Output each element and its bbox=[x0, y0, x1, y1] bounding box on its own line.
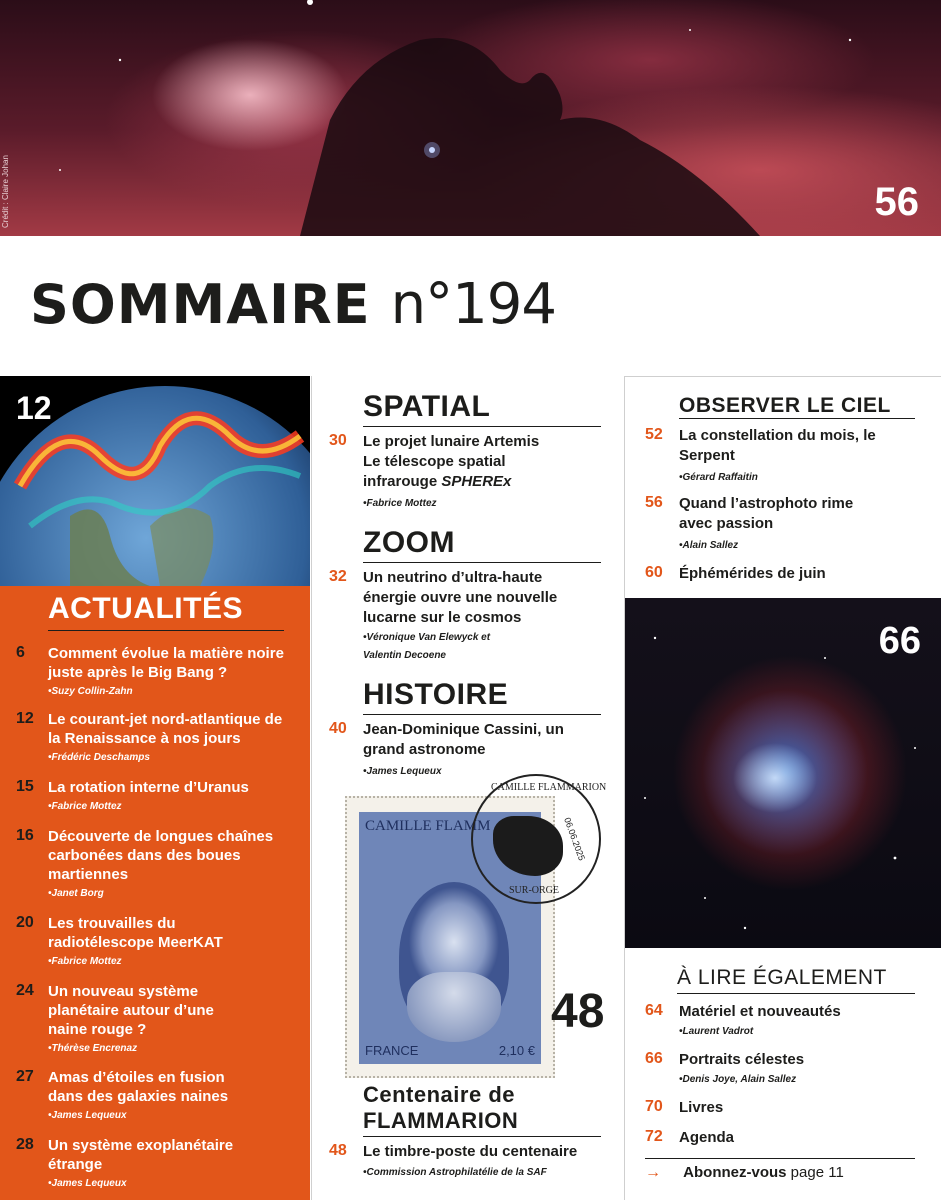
nebula-image-66 bbox=[625, 598, 941, 948]
toc-title: La rotation interne d’Uranus bbox=[48, 779, 249, 796]
toc-author: •Fabrice Mottez bbox=[48, 956, 122, 967]
toc-title: Un neutrino d’ultra-haute énergie ouvre une nouvelle lucarne sur le cosmos bbox=[363, 569, 558, 626]
toc-entry[interactable] bbox=[16, 1068, 301, 1128]
toc-entry[interactable] bbox=[16, 644, 301, 704]
toc-page-number: 32 bbox=[329, 568, 347, 585]
toc-entry[interactable] bbox=[645, 564, 935, 588]
nebula-page-number[interactable]: 66 bbox=[878, 620, 921, 662]
section-title-observer: OBSERVER LE CIEL bbox=[679, 394, 891, 417]
toc-entry[interactable] bbox=[645, 1098, 935, 1122]
toc-entry[interactable] bbox=[16, 914, 301, 974]
toc-title: Quand l’astrophoto rime avec passion bbox=[679, 495, 854, 532]
middle-column bbox=[311, 376, 624, 1200]
toc-page-number: 6 bbox=[16, 644, 25, 661]
toc-author: •Gérard Raffaitin bbox=[679, 472, 758, 483]
cancellation-date: 06.06.2025 bbox=[562, 816, 587, 862]
subscribe-page: page 11 bbox=[786, 1164, 844, 1181]
toc-entry-zoom[interactable] bbox=[329, 568, 614, 668]
stamp-price: 2,10 € bbox=[498, 1043, 535, 1058]
toc-page-number: 64 bbox=[645, 1002, 663, 1019]
toc-title: Amas d’étoiles en fusion dans des galaxies naines bbox=[48, 1069, 229, 1105]
toc-entry[interactable] bbox=[16, 1136, 301, 1196]
cancellation-top-text: CAMILLE FLAMMARION bbox=[491, 782, 607, 793]
left-column bbox=[0, 376, 310, 1200]
toc-title-line: Le télescope spatial bbox=[363, 453, 506, 470]
toc-entry-centenaire[interactable] bbox=[329, 1142, 619, 1186]
toc-entry[interactable] bbox=[645, 494, 935, 554]
toc-title: Agenda bbox=[679, 1129, 735, 1146]
toc-author: •James Lequeux bbox=[48, 1178, 127, 1189]
toc-entry[interactable] bbox=[645, 1002, 935, 1046]
toc-entry[interactable] bbox=[16, 710, 301, 770]
title-main: SOMMAIRE bbox=[30, 273, 371, 336]
toc-entry[interactable] bbox=[645, 1050, 935, 1094]
toc-page-number: 70 bbox=[645, 1098, 663, 1115]
toc-entry[interactable] bbox=[16, 827, 301, 905]
right-column bbox=[625, 376, 941, 1200]
toc-page-number: 16 bbox=[16, 827, 34, 844]
cancellation-illustration bbox=[493, 816, 563, 876]
toc-title: Portraits célestes bbox=[679, 1051, 805, 1068]
toc-title: Un système exoplanétaire étrange bbox=[48, 1137, 234, 1173]
stamp-cancellation-mark bbox=[471, 774, 607, 904]
toc-title: Un nouveau système planétaire autour d’une naine rouge ? bbox=[48, 983, 214, 1038]
section-title-centenaire-2: FLAMMARION bbox=[363, 1108, 519, 1133]
toc-title: Comment évolue la matière noire juste après le Big Bang ? bbox=[48, 645, 284, 681]
toc-title-line bbox=[363, 472, 603, 491]
spatial-rule bbox=[363, 426, 601, 427]
observer-rule bbox=[679, 418, 915, 419]
centenaire-rule bbox=[363, 1136, 601, 1137]
toc-entry[interactable] bbox=[645, 426, 935, 486]
jet-stream-globe-image bbox=[0, 376, 310, 586]
toc-title: Les trouvailles du radiotélescope MeerKAT bbox=[48, 915, 223, 951]
toc-title: Le courant-jet nord-atlantique de la Renaissance à nos jours bbox=[48, 711, 283, 747]
toc-page-number: 24 bbox=[16, 982, 34, 999]
stamp-portrait-beard bbox=[407, 972, 501, 1042]
actualites-panel bbox=[0, 586, 310, 1200]
section-title-zoom: ZOOM bbox=[363, 526, 455, 559]
toc-author: •Laurent Vadrot bbox=[679, 1026, 754, 1037]
photo-credit: Crédit : Claire Johan bbox=[1, 155, 10, 228]
title-issue: n°194 bbox=[390, 272, 557, 337]
toc-entry-spatial[interactable] bbox=[329, 432, 614, 512]
toc-entry-histoire[interactable] bbox=[329, 720, 614, 780]
toc-title-part: infrarouge bbox=[363, 473, 442, 490]
toc-title: La constellation du mois, le Serpent bbox=[679, 427, 876, 464]
toc-author: •James Lequeux bbox=[48, 1110, 127, 1121]
toc-page-number: 40 bbox=[329, 720, 347, 737]
toc-author: •Fabrice Mottez bbox=[363, 498, 437, 509]
toc-page-number: 30 bbox=[329, 432, 347, 449]
toc-author: •Véronique Van Elewyck et bbox=[363, 632, 491, 643]
toc-author: •Fabrice Mottez bbox=[48, 801, 122, 812]
section-title-centenaire-1: Centenaire de bbox=[363, 1082, 515, 1107]
stamp-country: FRANCE bbox=[365, 1043, 419, 1058]
nebula-silhouette bbox=[0, 0, 941, 236]
toc-page-number: 60 bbox=[645, 564, 663, 581]
stamp-page-number[interactable]: 48 bbox=[551, 985, 605, 1038]
toc-author: •James Lequeux bbox=[363, 766, 442, 777]
toc-page-number: 15 bbox=[16, 778, 34, 795]
section-title-lire: À LIRE ÉGALEMENT bbox=[677, 966, 887, 989]
toc-author: •Alain Sallez bbox=[679, 540, 739, 551]
toc-page-number: 52 bbox=[645, 426, 663, 443]
toc-page-number: 48 bbox=[329, 1142, 347, 1159]
subscribe-strong: Abonnez-vous bbox=[683, 1164, 787, 1181]
toc-entry[interactable] bbox=[16, 778, 301, 818]
cancellation-place: SUR-ORGE bbox=[509, 885, 560, 896]
toc-author: •Thérèse Encrenaz bbox=[48, 1043, 138, 1054]
toc-title: Matériel et nouveautés bbox=[679, 1003, 841, 1020]
lire-rule bbox=[677, 993, 915, 994]
toc-page-number: 12 bbox=[16, 710, 34, 727]
actualites-rule bbox=[48, 630, 284, 631]
toc-author: •Suzy Collin-Zahn bbox=[48, 686, 133, 697]
histoire-rule bbox=[363, 714, 601, 715]
toc-author: •Denis Joye, Alain Sallez bbox=[679, 1074, 797, 1085]
globe-page-number[interactable]: 12 bbox=[16, 390, 52, 426]
toc-title-italic: SPHEREx bbox=[441, 473, 512, 490]
toc-page-number: 72 bbox=[645, 1128, 663, 1145]
toc-author: •Commission Astrophilatélie de la SAF bbox=[363, 1167, 547, 1178]
toc-entry[interactable] bbox=[645, 1128, 935, 1152]
toc-title: Le timbre-poste du centenaire bbox=[363, 1143, 578, 1160]
page-title bbox=[30, 272, 556, 344]
toc-title: Découverte de longues chaînes carbonées dans des boues martiennes bbox=[48, 828, 274, 883]
toc-title: Éphémérides de juin bbox=[679, 565, 826, 582]
toc-title: Livres bbox=[679, 1099, 724, 1116]
subscribe-rule bbox=[645, 1158, 915, 1159]
toc-title: Jean-Dominique Cassini, un grand astronome bbox=[363, 721, 564, 758]
toc-author: •Janet Borg bbox=[48, 888, 104, 899]
section-title-histoire: HISTOIRE bbox=[363, 678, 509, 711]
toc-author: Valentin Decoene bbox=[363, 650, 446, 661]
zoom-rule bbox=[363, 562, 601, 563]
arrow-right-icon: → bbox=[645, 1164, 661, 1181]
section-title-actualites: ACTUALITÉS bbox=[48, 592, 243, 625]
toc-author: •Frédéric Deschamps bbox=[48, 752, 150, 763]
hero-image-horsehead-nebula bbox=[0, 0, 941, 236]
toc-page-number: 66 bbox=[645, 1050, 663, 1067]
section-title-spatial: SPATIAL bbox=[363, 390, 491, 423]
toc-page-number: 27 bbox=[16, 1068, 34, 1085]
subscribe-link[interactable] bbox=[645, 1164, 935, 1186]
toc-title-line: Le projet lunaire Artemis bbox=[363, 433, 540, 450]
toc-page-number: 28 bbox=[16, 1136, 34, 1153]
toc-page-number: 56 bbox=[645, 494, 663, 511]
hero-page-number[interactable]: 56 bbox=[874, 180, 919, 224]
toc-page-number: 20 bbox=[16, 914, 34, 931]
stamp-label: CAMILLE FLAMM bbox=[365, 818, 491, 834]
toc-entry[interactable] bbox=[16, 982, 301, 1060]
